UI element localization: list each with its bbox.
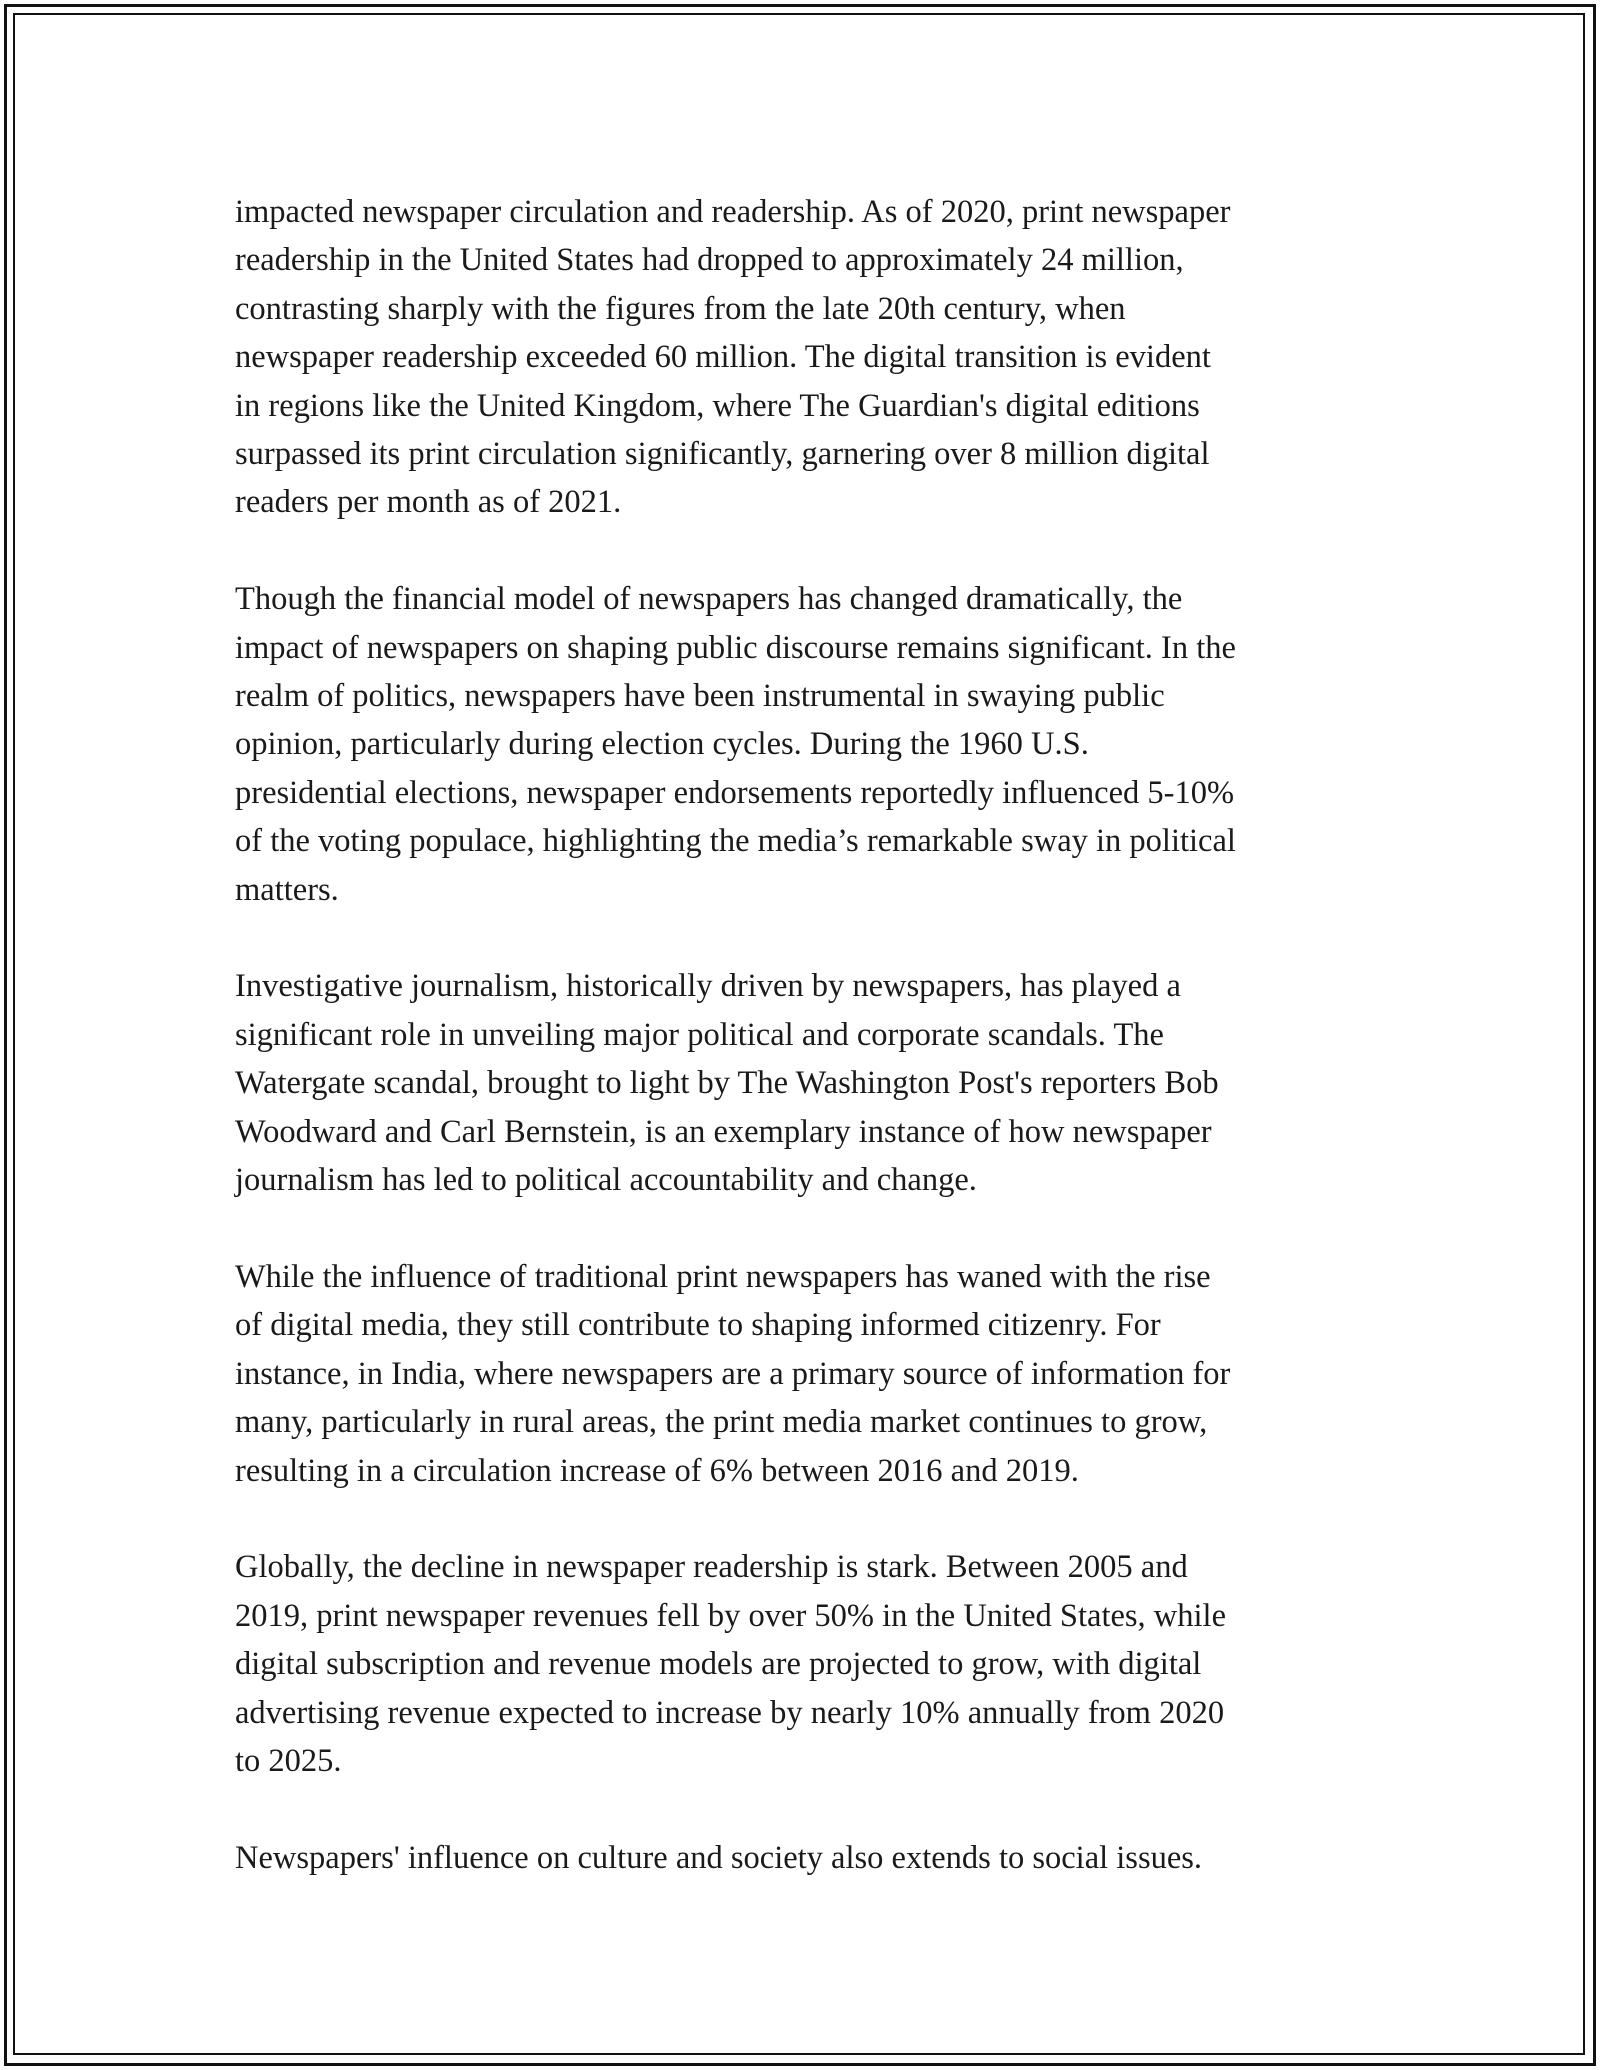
paragraph-informed-citizenry: While the influence of traditional print newspapers has waned with the rise of digital media, they still contribute to shaping informed citizenry. For instance, in India, where newspapers are a primary source of information for many, particularly in rural areas, the print media market continues to grow, resulting in a circulation increase of 6% between 2016 and 2019.	[235, 1258, 1231, 1489]
document-body	[235, 188, 1375, 1931]
paragraph-investigative-journalism: Investigative journalism, historically driven by newspapers, has played a significant role in unveiling major political and corporate scandals. The Watergate scandal, brought to light by The Washington Post's reporters Bob Woodward and Carl Bernstein, is an exemplary instance of how newspaper journalism has led to political accountability and change.	[235, 968, 1219, 1199]
paragraph-public-discourse: Though the financial model of newspapers has changed dramatically, the impact of newspapers on shaping public discourse remains significant. In the realm of politics, newspapers have been instrumental in swaying public opinion, particularly during election cycles. During the 1960 U.S. presidential elections, newspaper endorsements reportedly influenced 5-10% of the voting populace, highlighting the media’s remarkable sway in political matters.	[235, 581, 1236, 908]
paragraph-global-decline: Globally, the decline in newspaper readership is stark. Between 2005 and 2019, print newspaper revenues fell by over 50% in the United States, while digital subscription and revenue models are projected to grow, with digital advertising revenue expected to increase by nearly 10% annually from 2020 to 2025.	[235, 1549, 1226, 1779]
paragraph-social-issues: Newspapers' influence on culture and society also extends to social issues.	[235, 1839, 1203, 1876]
paragraph-circulation-decline: impacted newspaper circulation and readership. As of 2020, print newspaper readership in the United States had dropped to approximately 24 million, contrasting sharply with the figures from the late 20th century, when newspaper readership exceeded 60 million. The digital transition is evident in regions like the United Kingdom, where The Guardian's digital editions surpassed its print circulation significantly, garnering over 8 million digital readers per month as of 2021.	[235, 194, 1231, 521]
